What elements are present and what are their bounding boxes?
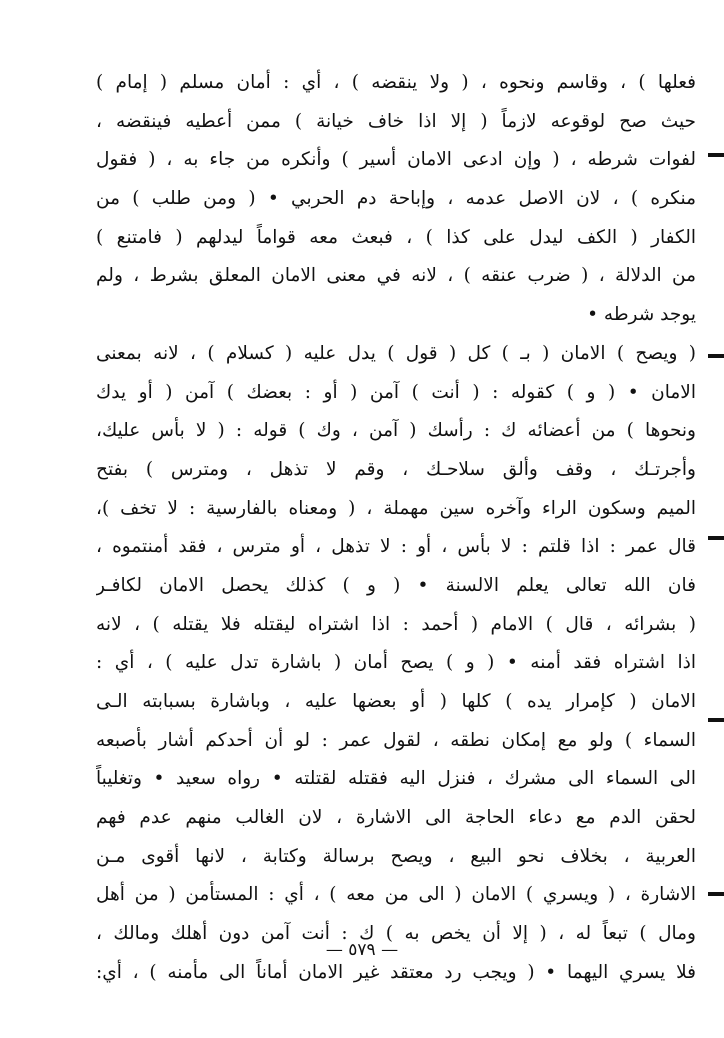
text-line: ومال ) تبعاً له ، ( إلا أن يخص به ) ك : أنت آمن دون أهلك ومالك ، xyxy=(96,923,696,945)
text-line: الامان ( كإمرار يده ) كلها ( أو بعضها عليه ، وباشارة بسبابته الـى xyxy=(96,691,696,712)
text-line: فلا يسري اليهما • ( ويجب رد معتقد غير الامان أماناً الى مأمنه ) ، أي: xyxy=(96,961,696,983)
text-line: وأجرتـك ، وقف وألق سلاحـك ، وقم لا تذهل ، ومترس ) بفتح xyxy=(96,458,696,480)
text-line: منكره ) ، لان الاصل عدمه ، وإباحة دم الحربي • ( ومن طلب ) من xyxy=(96,188,696,210)
margin-tick-mark xyxy=(708,354,724,358)
text-line: قال عمر : اذا قلتم : لا بأس ، أو : لا تذهل ، أو مترس ، فقد أمنتموه ، xyxy=(96,536,696,558)
text-line: ( بشرائه ، قال ) الامام ( أحمد : اذا اشتراه ليقتله فلا يقتله ) ، لانه xyxy=(96,613,696,635)
text-line: من الدلالة ، ( ضرب عنقه ) ، لانه في معنى الامان المعلق بشرط ، ولم xyxy=(96,265,696,287)
text-line: الكفار ( الكف ليدل على كذا ) ، فبعث معه قواماً ليدلهم ( فامتنع ) xyxy=(96,226,696,248)
text-line: فعلها ) ، وقاسم ونحوه ، ( ولا ينقضه ) ، أي : أمان مسلم ( إمام ) xyxy=(96,72,696,93)
text-line: لفوات شرطه ، ( وإن ادعى الامان أسير ) وأنكره من جاء به ، ( فقول xyxy=(96,149,696,171)
text-line: الامان • ( و ) كقوله : ( أنت ) آمن ( أو : بعضك ) آمن ( أو يدك xyxy=(96,381,696,403)
text-line: العربية ، بخلاف نحو البيع ، ويصح برسالة وكتابة ، لانها أقوى مـن xyxy=(96,845,696,867)
text-line: ونحوها ) من أعضائه ك : رأسك ( آمن ، وك ) قوله : ( لا بأس عليك، xyxy=(96,420,696,442)
margin-tick-mark xyxy=(708,892,724,896)
margin-tick-mark xyxy=(708,718,724,722)
text-line: يوجد شرطه • xyxy=(587,304,696,326)
text-line: الى السماء الى مشرك ، فنزل اليه فقتله لقتلته • رواه سعيد • وتغليباً xyxy=(96,768,696,790)
text-line: فان الله تعالى يعلم الالسنة • ( و ) كذلك يحصل الامان لكافـر xyxy=(96,574,696,596)
text-line: حيث صح لوقوعه لازماً ( إلا اذا خاف خيانة ) ممن أعطيه فينقضه ، xyxy=(96,110,696,132)
page-number: — ٥٧٩ — xyxy=(325,940,399,960)
text-line: السماء ) ولو مع إمكان نطقه ، لقول عمر : لو أن أحدكم أشار بأصبعه xyxy=(96,729,696,751)
text-line: لحقن الدم مع دعاء الحاجة الى الاشارة ، لان الغالب منهم عدم فهم xyxy=(96,807,696,829)
text-line: الميم وسكون الراء وآخره سين مهملة ، ( ومعناه بالفارسية : لا تخف )، xyxy=(96,497,696,519)
text-line: اذا اشتراه فقد أمنه • ( و ) يصح أمان ( باشارة تدل عليه ) ، أي : xyxy=(96,652,696,674)
page-body xyxy=(96,64,696,993)
text-line: الاشارة ، ( ويسري ) الامان ( الى من معه ) ، أي : المستأمن ( من أهل xyxy=(96,884,696,906)
text-line: ( ويصح ) الامان ( بـ ) كل ( قول ) يدل عليه ( كسلام ) ، لانه بمعنى xyxy=(96,342,696,364)
margin-tick-mark xyxy=(708,153,724,157)
margin-tick-mark xyxy=(708,536,724,540)
